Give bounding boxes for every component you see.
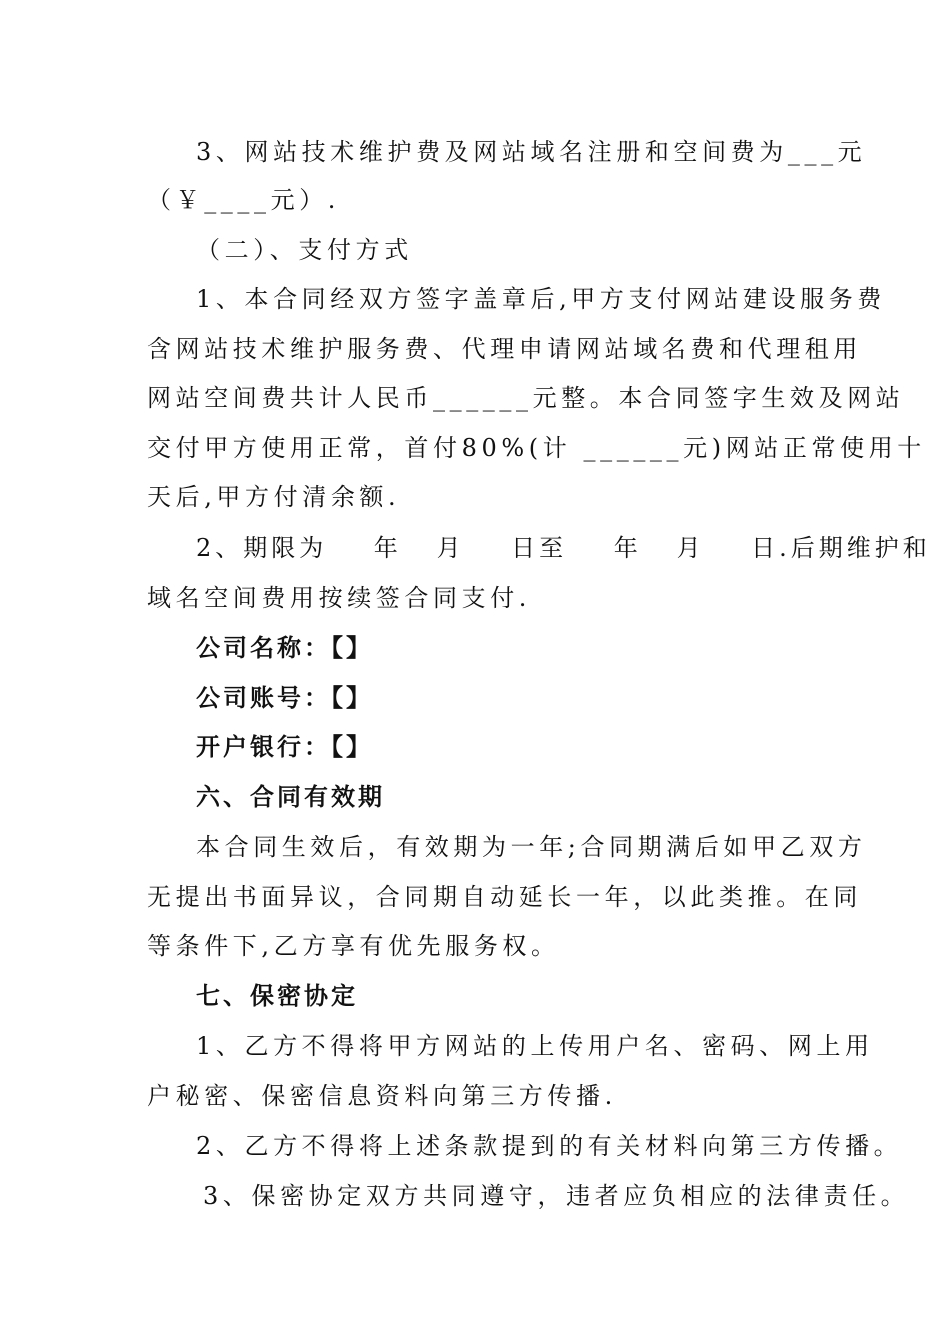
- payment-method-heading: （二）、支付方式: [196, 236, 413, 264]
- bank-label: 开户银行：【】: [196, 733, 373, 761]
- confidentiality-clause-2: 2、乙方不得将上述条款提到的有关材料向第三方传播。: [196, 1132, 903, 1160]
- confidentiality-clause-3: 3、保密协定双方共同遵守，违者应负相应的法律责任。: [203, 1182, 910, 1210]
- payment-clause-1-line-3: 网站空间费共计人民币______元整。本合同签字生效及网站: [147, 384, 905, 412]
- validity-paragraph-line-3: 等条件下,乙方享有优先服务权。: [147, 932, 560, 960]
- term-clause-2-line-1: 2、期限为 年 月 日至 年 月 日.后期维护和: [196, 534, 931, 562]
- company-name-label: 公司名称：【】: [196, 634, 373, 662]
- payment-clause-1-line-2: 含网站技术维护服务费、代理申请网站域名费和代理租用: [147, 335, 862, 363]
- term-clause-2-line-2: 域名空间费用按续签合同支付.: [147, 584, 532, 612]
- payment-clause-1-line-4: 交付甲方使用正常，首付80%(计 ______元)网站正常使用十: [147, 434, 926, 462]
- validity-paragraph-line-2: 无提出书面异议，合同期自动延长一年，以此类推。在同: [147, 883, 862, 911]
- section-7-heading: 七、保密协定: [196, 982, 358, 1010]
- fee-clause-3-line-2: （￥____元）.: [147, 186, 341, 214]
- section-6-heading: 六、合同有效期: [196, 783, 385, 811]
- payment-clause-1-line-1: 1、本合同经双方签字盖章后,甲方支付网站建设服务费: [196, 285, 886, 313]
- company-account-label: 公司账号：【】: [196, 684, 373, 712]
- confidentiality-clause-1-line-1: 1、乙方不得将甲方网站的上传用户名、密码、网上用: [196, 1032, 874, 1060]
- validity-paragraph-line-1: 本合同生效后，有效期为一年;合同期满后如甲乙双方: [196, 833, 867, 861]
- fee-clause-3-line-1: 3、网站技术维护费及网站域名注册和空间费为___元: [196, 138, 867, 166]
- confidentiality-clause-1-line-2: 户秘密、保密信息资料向第三方传播.: [147, 1082, 617, 1110]
- payment-clause-1-line-5: 天后,甲方付清余额.: [147, 483, 401, 511]
